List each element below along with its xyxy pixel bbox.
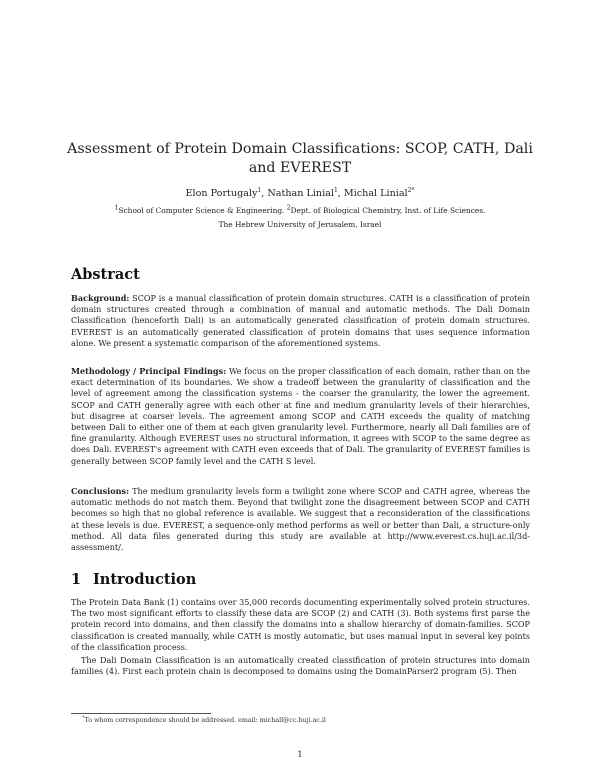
intro-paragraph-1: The Protein Data Bank (1) contains over 35,000 records documenting experimentally solved protein structures. The two most significant efforts to classify these data are SCOP (2) and CATH (3). Both systems first parse the protein record into domains, and then classify the domains into a shallow hierarchy of domain-families. SCOP classification is created manually, while CATH is mostly automatic, but uses manual input in several key points of the classification process.	[71, 597, 530, 652]
abstract-background	[71, 293, 530, 349]
footnote-rule	[71, 713, 211, 714]
introduction-heading	[71, 571, 196, 588]
methodology-label: Methodology / Principal Findings:	[71, 366, 227, 376]
abstract-conclusions	[71, 486, 530, 553]
conclusions-text: The medium granularity levels form a twilight zone where SCOP and CATH agree, whereas the automatic methods do not match them. Beyond that twilight zone the disagreement between SCOP and CATH becomes so high that no global reference is available. We suggest that a reconsideration of the classifications at these levels is due. EVEREST, a sequence-only method performs as well or better than Dali, a structure-only method. All data files generated during this study are available at http://www.everest.cs.huji.ac.il/3d-assessment/.	[71, 486, 530, 553]
author: Elon Portugaly$^1$,	[185, 186, 268, 199]
page-number: 1	[297, 750, 303, 760]
abstract-heading: Abstract	[71, 266, 140, 283]
methodology-text: We focus on the proper classification of each domain, rather than on the exact determination of its boundaries. We show a tradeoff between the granularity of classification and the level of agreement among the classification systems - the coarser the granularity, the lower the agreement. SCOP and CATH generally agree with each other at fine and medium granularity levels of their hierarchies, but disagree at coarser levels. The agreement among SCOP and CATH exceeds the quality of matching between Dali to either one of them at each given granularity level. Furthermore, nearly all Dali families are of fine granularity. Although EVEREST uses no structural information, it agrees with SCOP to the same degree as does Dali. EVEREST's agreement with CATH even exceeds that of Dali. The granularity of EVEREST families is generally between SCOP family level and the CATH S level.	[71, 366, 530, 466]
footnote: *To whom correspondence should be addressed. email: michall@cc.huji.ac.il	[82, 715, 326, 725]
section-number: 1	[71, 571, 82, 588]
author-list	[60, 188, 540, 199]
abstract-methodology	[71, 366, 530, 467]
author: Nathan Linial$^1$,	[267, 186, 344, 199]
conclusions-label: Conclusions:	[71, 486, 130, 496]
affiliation-line-2: The Hebrew University of Jerusalem, Israel	[218, 220, 382, 229]
paper-title: Assessment of Protein Domain Classifications: SCOP, CATH, Dali and EVEREST	[67, 141, 533, 176]
intro-paragraph-2: The Dali Domain Classification is an automatically created classification of protein structures into domain families (4). First each protein chain is decomposed to domains using the DomainParser2 program (5). Then	[71, 655, 530, 677]
author: Michal Linial$^{2*}$	[343, 186, 415, 199]
affiliation-line-1: $^1$School of Computer Science & Engineering. $^2$Dept. of Biological Chemistry, Inst. of Life Sciences.	[114, 204, 486, 215]
section-title: Introduction	[93, 571, 197, 588]
background-label: Background:	[71, 293, 130, 303]
background-text: SCOP is a manual classification of protein domain structures. CATH is a classification of protein domain structures created through a combination of manual and automatic methods. The Dali Domain Classification (henceforth Dali) is an automatically generated classification of protein domain structures. EVEREST is an automatically generated classification of protein domains that uses sequence information alone. We present a systematic comparison of the aforementioned systems.	[71, 293, 530, 348]
